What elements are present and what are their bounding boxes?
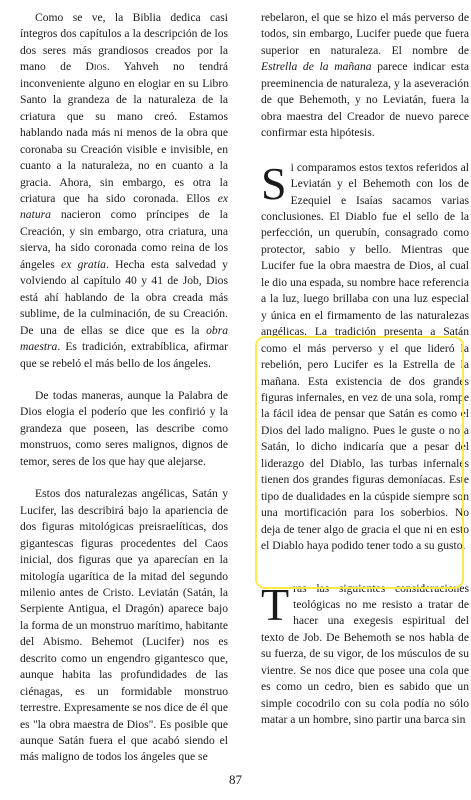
section-paragraph: Si comparamos estos textos referidos al Leviatán y el Behemoth con los de Ezequiel e Isaías sacamos varias conclusiones. El Diablo fue el sello de la perfección, un querubín, consagrado como protector, sabio y bello. Mientras que Lucifer fue la obra maestra de Dios, al cual le dio una espada, su nombre hace referencia a la luz, luego brillaba con una luz especial y única en el firmamento de las naturalezas angélicas. La tradición presenta a Satán como el más perverso y el que lideró la rebelión, pero Lucifer es la Estrella de la mañana. Esta existencia de dos grandes figuras infernales, en vez de una sola, rompe la fácil idea de pensar que Satán es como el Dios del lado maligno. Pues le guste o no a Satán, lo dicho indicaría que a pesar del liderazgo del Diablo, las turbas infernales tienen dos grandes figuras demoníacas. Este tipo de dualidades en la cúspide siempre son una mortificación para los soberbios. No deja de tener algo de gracia el que ni en esto el Diablo haya podido tener todo a su gusto.	[261, 157, 469, 553]
paragraph: De todas maneras, aunque la Palabra de Dios elogia el poderío que les confirió y la grandeza que poseen, las describe como monstruos, como seres malignos, dignos de temor, seres de los que hay que alejarse.	[20, 388, 228, 468]
paragraph: Como se ve, la Biblia dedica casi íntegros dos capítulos a la descripción de los dos seres más grandiosos creados por la mano de Dios. Yahveh no tendrá inconveniente alguno en elogiar en su Libro Santo la grandeza de la naturaleza de la criatura que su mano creó. Estamos hablando nada más ni menos de la obra que coronaba su Creación visible e invisible, en cuanto a la naturaleza, no en cuanto a la gracia. Ahora, sin embargo, es otra la criatura que ha sido coronada. Ellos ex natura nacieron como príncipes de la Creación, y sin embargo, otra criatura, una sierva, ha sido coronada como reina de los ángeles ex gratia. Hecha esta salvedad y volviendo al capítulo 40 y 41 de Job, Dios está ahí hablando de la obra creada más sublime, de la culminación, de su Creación. De una de ellas se dice que es la obra maestra. Es tradición, extrabíblica, afirmar que se rebeló el más bello de los ángeles.	[20, 11, 228, 370]
page-number: 87	[229, 772, 242, 787]
left-column	[20, 10, 228, 766]
italic-ex-natura: ex natura	[20, 191, 228, 222]
italic-obra-maestra: obra maestra	[20, 323, 228, 354]
paragraph: rebelaron, el que se hizo el más perverso de todos, sin embargo, Lucifer puede que fuera superior en naturaleza. El nombre de Estrella de la mañana parece indicar esta preeminencia de naturaleza, y la aseveración de que Behemoth, y no Leviatán, fuera la obra maestra del Creador de nuevo parece confirmar esta hipótesis.	[261, 11, 470, 140]
small-caps-dios: Dios	[85, 60, 107, 74]
section-paragraph: Tras las siguientes consideraciones teológicas no me resisto a tratar de hacer una exegesis espiritual del texto de Job. De Behemoth se nos habla de su fuerza, de su vigor, de los músculos de su vientre. Se nos dice que posee una cola que es como un cedro, bien es sabido que un simple cocodrilo con su cola podía no sólo matar a un hombre, sino partir una barca sin	[261, 578, 469, 727]
italic-ex-gratia: ex gratia	[61, 257, 106, 271]
highlight-annotation	[255, 336, 464, 589]
drop-cap: S	[261, 157, 287, 209]
paragraph: Estos dos naturalezas angélicas, Satán y Lucifer, las describirá bajo la apariencia de dos figuras mitológicas preisraelíticas, dos gigantescas figuras procedentes del Caos inicial, dos figuras que ya aparecían en la mitología ugarítica de la mitad del segundo milenio antes de Cristo. Leviatán (Satán, la Serpiente Antigua, el Dragón) aparece bajo la forma de un monstruo marítimo, habitante del Abismo. Behemot (Lucifer) nos es descrito como un engendro gigantesco que, aunque habita las profundidades de las ciénagas, es un formidable monstruo terrestre. Expresamente se nos dice de él que es "la obra maestra de Dios". Es posible que aunque Satán fuera el que acabó siendo el más maligno de todos los ángeles que se	[20, 487, 228, 764]
drop-cap: T	[261, 578, 290, 630]
italic-estrella: Estrella de la mañana	[261, 60, 372, 74]
